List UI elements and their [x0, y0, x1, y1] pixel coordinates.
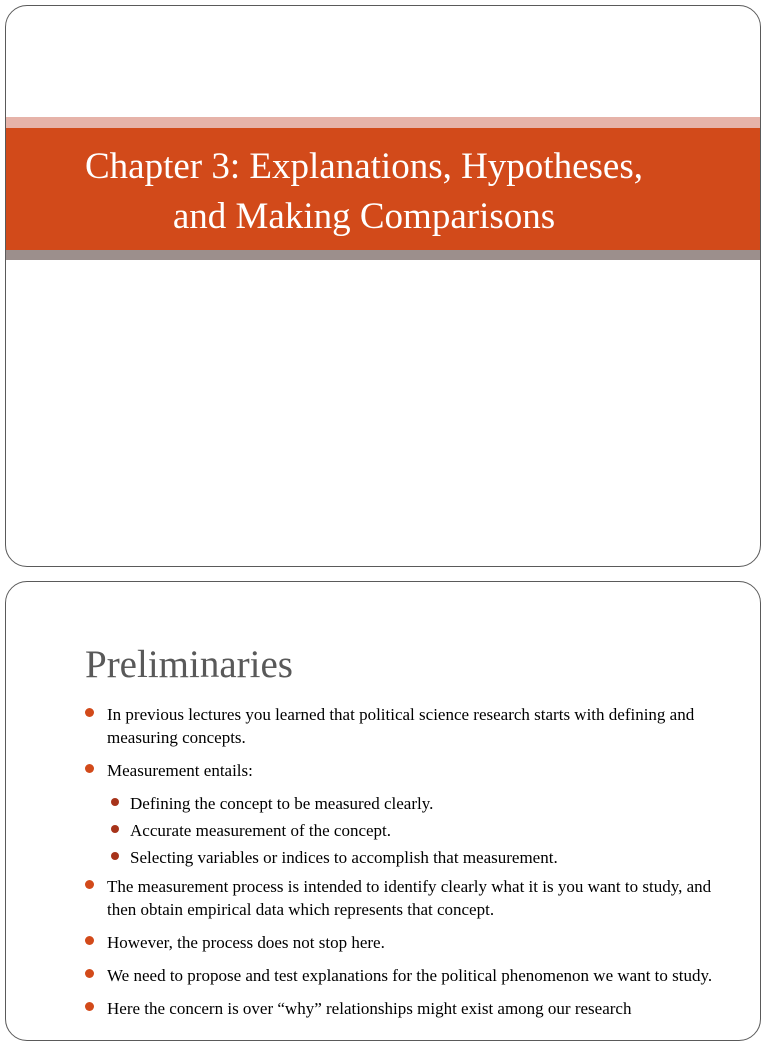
sub-bullet-dot-icon: [111, 825, 119, 833]
title-band-bottom-stripe: [6, 250, 760, 260]
sub-bullet-item: [6, 792, 761, 815]
bullet-text: In previous lectures you learned that political science research starts with defining and measuring concepts.: [107, 705, 695, 747]
sub-bullet-dot-icon: [111, 852, 119, 860]
bullet-dot-icon: [85, 708, 94, 717]
bullet-text: However, the process does not stop here.: [107, 933, 385, 952]
sub-bullet-dot-icon: [111, 798, 119, 806]
bullet-text: Here the concern is over “why” relationships might exist among our research: [107, 999, 632, 1018]
bullet-text: The measurement process is intended to identify clearly what it is you want to study, and then obtain empirical data which represents that concept.: [107, 877, 712, 919]
sub-bullet-text: Selecting variables or indices to accomplish that measurement.: [130, 848, 558, 867]
bullet-dot-icon: [85, 764, 94, 773]
bullet-text: We need to propose and test explanations for the political phenomenon we want to study.: [107, 966, 713, 985]
bullet-item: [6, 931, 761, 954]
slide-title-line-2: and Making Comparisons: [172, 196, 556, 237]
bullet-item: [6, 703, 761, 749]
bullet-dot-icon: [85, 969, 94, 978]
bullet-dot-icon: [85, 1002, 94, 1011]
bullet-item: [6, 997, 761, 1020]
title-slide: [5, 5, 761, 567]
bullet-dot-icon: [85, 936, 94, 945]
sub-bullet-item: [6, 819, 761, 842]
bullet-item: [6, 964, 761, 987]
sub-bullet-item: [6, 846, 761, 869]
slide-title-line-1: Chapter 3: Explanations, Hypotheses,: [85, 146, 643, 187]
bullet-item: [6, 875, 761, 921]
bullet-dot-icon: [85, 880, 94, 889]
bullet-text: Measurement entails:: [107, 761, 253, 780]
sub-bullet-text: Accurate measurement of the concept.: [130, 821, 392, 840]
content-slide: [5, 581, 761, 1041]
slide-title: [6, 142, 760, 242]
slide-heading: Preliminaries: [85, 643, 293, 686]
sub-bullet-text: Defining the concept to be measured clearly.: [130, 794, 434, 813]
bullet-list: [6, 703, 761, 1030]
bullet-item: [6, 759, 761, 782]
title-band-top-stripe: [6, 117, 760, 128]
